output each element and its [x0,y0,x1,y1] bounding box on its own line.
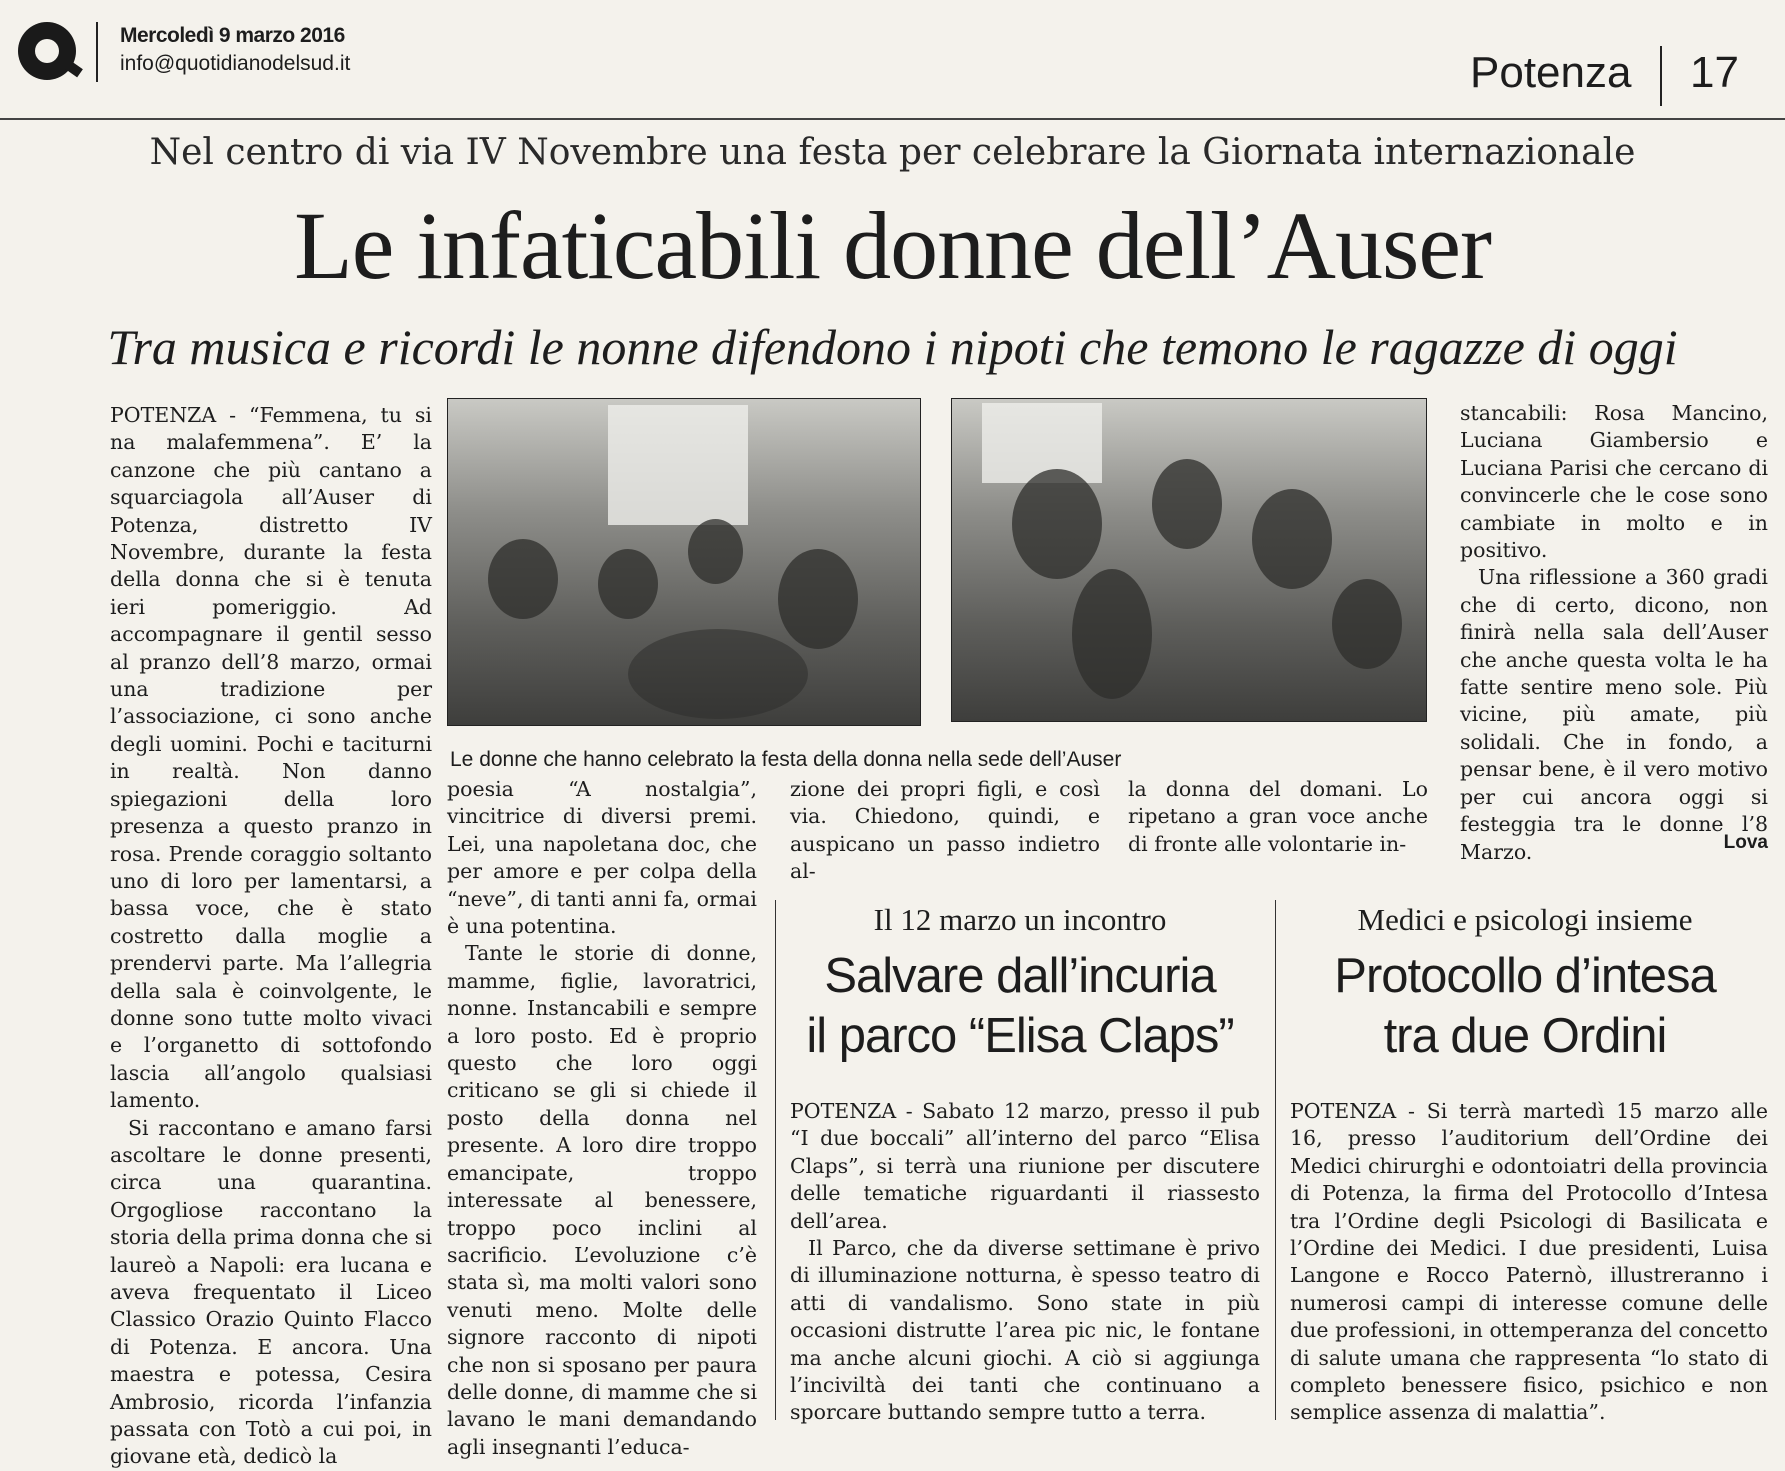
photo-caption: Le donne che hanno celebrato la festa della donna nella sede dell’Auser [450,748,1122,771]
paragraph: poesia “A nostalgia”, vincitrice di diversi premi. Lei, una napoletana doc, che per amore e per colpa della “neve”, di tanti anni fa, ormai è una potentina. [447,777,757,939]
article-column-2 [447,776,757,1461]
article-photo-2 [951,398,1427,722]
header-rule [0,118,1785,120]
masthead-divider [96,22,98,82]
paragraph: Il Parco, che da diverse settimane è privo di illuminazione notturna, è spesso teatro di atti di vandalismo. Sono state in più occasioni distrutte l’area pic nic, le fontane ma anche alcuni giochi. A ciò si aggiunga l’inciviltà dei tanti che continuano a sporcare buttando sempre tutto a terra. [790,1236,1260,1425]
dateline: Mercoledì 9 marzo 2016 [120,24,345,47]
box1-title-line2: il parco “Elisa Claps” [806,1009,1234,1063]
article-kicker: Nel centro di via IV Novembre una festa per celebrare la Giornata internazionale [149,132,1636,173]
box2-left-rule [1275,900,1276,1420]
contact-email: info@quotidianodelsud.it [120,52,351,75]
paragraph: stancabili: Rosa Mancino, Luciana Giambersio e Luciana Parisi che cercano di convincerle che le cose sono cambiate in molto e in positivo. [1460,401,1768,563]
article-column-5 [1460,400,1768,866]
box1-left-rule [775,900,776,1420]
paragraph: POTENZA - Si terrà martedì 15 marzo alle 16, presso l’auditorium dell’Ordine dei Medici chirurghi e odontoiatri della provincia di Potenza, la firma del Protocollo d’Intesa tra l’Ordine degli Psicologi di Basilicata e l’Ordine dei Medici. I due presidenti, Luisa Langone e Rocco Paternò, illustreranno i numerosi campi di interesse comune delle due professioni, in ottemperanza del concetto di salute umana che rappresenta “lo stato di completo benessere fisico, psichico e non semplice assenza di malattia”. [1290,1099,1768,1425]
page-number: 17 [1690,48,1739,97]
paragraph: Si raccontano e amano farsi ascoltare le donne presenti, circa una quarantina. Orgogliose raccontano la storia della prima donna che si laureò a Napoli: era lucana e aveva frequentato il Liceo Classico Orazio Quinto Flacco di Potenza. E ancora. Una maestra e potessa, Cesira Ambrosio, ricorda l’infanzia passata con Totò a cui poi, in giovane età, dedicò la [110,1115,432,1469]
article-title: Le infaticabili donne dell’Auser [294,192,1491,299]
box2-title-line1: Protocollo d’intesa [1334,949,1716,1003]
article-column-3 [790,776,1100,886]
box1-kicker: Il 12 marzo un incontro [873,902,1167,937]
article-column-1 [110,402,432,1471]
section-name: Potenza [1470,48,1632,97]
author-signature: Lova [1723,832,1768,853]
paragraph: POTENZA - Sabato 12 marzo, presso il pub “I due boccali” all’interno del parco “Elisa Claps”, si terrà una riunione per discutere delle tematiche riguardanti il riassesto dell’area. [790,1099,1260,1233]
article-subtitle: Tra musica e ricordi le nonne difendono i nipoti che temono le ragazze di oggi [107,319,1678,375]
box1-title-line1: Salvare dall’incuria [824,949,1216,1003]
paragraph: POTENZA - “Femmena, tu si na malafemmena”. E’ la canzone che più cantano a squarciagola all’Auser di Potenza, distretto IV Novembre, durante la festa della donna che si è tenuta ieri pomeriggio. Ad accompagnare il gentil sesso al pranzo dell’8 marzo, ormai una tradizione per l’associazione, ci sono anche degli uomini. Pochi e taciturni in realtà. Non danno spiegazioni della loro presenza a questo pranzo in rosa. Prende coraggio soltanto uno di loro per lamentarsi, a bassa voce, che è stato costretto dalla moglie a prendervi parte. Ma l’allegria della sala è coinvolgente, le donne sono tutte molto vivaci e l’organetto di sottofondo lascia all’angolo qualsiasi lamento. [110,403,432,1113]
page-divider [1660,46,1662,106]
paragraph: zione dei propri figli, e così via. Chiedono, quindi, e auspicano un passo indietro al- [790,777,1100,884]
paragraph: Una riflessione a 360 gradi che di certo, dicono, non finirà nella sala dell’Auser che anche questa volta le ha fatte sentire meno sole. Più vicine, più amate, più solidali. Che in fondo, a pensar bene, è il vero motivo per cui ancora oggi si festeggia tra le donne l’8 Marzo. [1460,565,1768,864]
paragraph: la donna del domani. Lo ripetano a gran voce anche di fronte alle volontarie in- [1128,777,1428,856]
article-column-4 [1128,776,1428,858]
article-photo-1 [447,398,921,726]
box1-body [790,1098,1260,1427]
box2-body [1290,1098,1768,1427]
paragraph: Tante le storie di donne, mamme, figlie, lavoratrici, nonne. Instancabili e sempre a loro posto. Ed è proprio questo che loro oggi criticano se gli si chiede il posto della donna nel presente. A loro dire troppo emancipate, troppo interessate al benessere, troppo poco inclini al sacrificio. L’evoluzione c’è stata sì, ma molti valori sono venuti meno. Molte delle signore racconto di nipoti che non si sposano per paura delle donne, di mamme che si lavano le mani demandando agli insegnanti l’educa- [447,941,757,1459]
newspaper-logo-icon [18,22,76,80]
box2-kicker: Medici e psicologi insieme [1357,902,1693,937]
box2-title-line2: tra due Ordini [1383,1009,1667,1063]
